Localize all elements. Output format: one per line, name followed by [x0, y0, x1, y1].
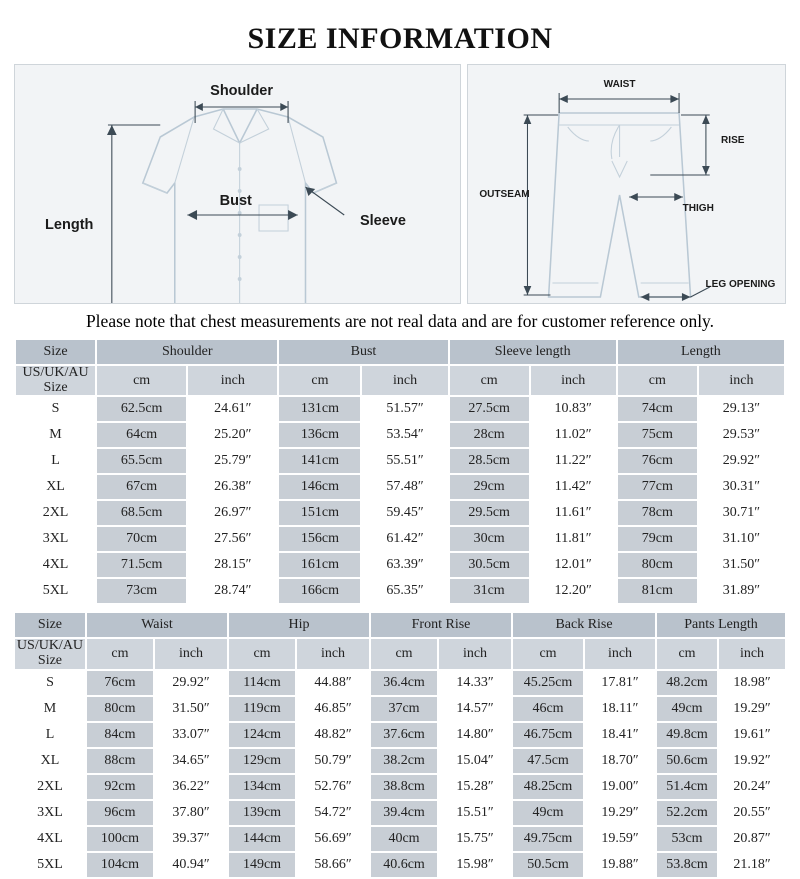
cell-cm: 48.25cm	[512, 774, 584, 800]
header-waist: Waist	[86, 612, 228, 638]
cell-cm: 38.8cm	[370, 774, 438, 800]
row-size: 3XL	[14, 800, 86, 826]
row-size: M	[14, 696, 86, 722]
cell-inch: 57.48″	[361, 474, 448, 500]
cell-inch: 54.72″	[296, 800, 370, 826]
cell-cm: 71.5cm	[96, 552, 187, 578]
cell-inch: 15.98″	[438, 852, 512, 878]
cell-cm: 29.5cm	[449, 500, 530, 526]
cell-inch: 11.42″	[530, 474, 617, 500]
cell-cm: 151cm	[278, 500, 361, 526]
cell-cm: 76cm	[617, 448, 698, 474]
cell-inch: 29.92″	[698, 448, 785, 474]
unit-cell: cm	[86, 638, 154, 669]
unit-size-line1: US/UK/AU	[22, 365, 89, 380]
cell-cm: 62.5cm	[96, 396, 187, 422]
cell-inch: 63.39″	[361, 552, 448, 578]
cell-inch: 19.61″	[718, 722, 786, 748]
header-sleeve-length: Sleeve length	[449, 339, 617, 365]
unit-cell: cm	[656, 638, 718, 669]
unit-cell: cm	[512, 638, 584, 669]
row-size: S	[15, 396, 96, 422]
cell-inch: 50.79″	[296, 748, 370, 774]
cell-inch: 29.13″	[698, 396, 785, 422]
cell-inch: 18.11″	[584, 696, 656, 722]
cell-cm: 141cm	[278, 448, 361, 474]
cell-cm: 68.5cm	[96, 500, 187, 526]
row-size: 2XL	[14, 774, 86, 800]
cell-inch: 58.66″	[296, 852, 370, 878]
cell-inch: 51.57″	[361, 396, 448, 422]
cell-cm: 77cm	[617, 474, 698, 500]
cell-cm: 31cm	[449, 578, 530, 604]
table-row	[14, 852, 786, 878]
row-size: XL	[14, 748, 86, 774]
unit-cell: cm	[617, 365, 698, 396]
cell-inch: 11.81″	[530, 526, 617, 552]
cell-cm: 124cm	[228, 722, 296, 748]
cell-cm: 131cm	[278, 396, 361, 422]
cell-inch: 12.20″	[530, 578, 617, 604]
size-table-bottom	[13, 611, 787, 878]
cell-cm: 80cm	[86, 696, 154, 722]
diagram-strip	[0, 64, 800, 304]
table-row	[15, 500, 785, 526]
header-length: Length	[617, 339, 785, 365]
cell-inch: 46.85″	[296, 696, 370, 722]
cell-inch: 31.89″	[698, 578, 785, 604]
cell-inch: 21.18″	[718, 852, 786, 878]
cell-cm: 73cm	[96, 578, 187, 604]
cell-cm: 48.2cm	[656, 670, 718, 696]
unit-cell: inch	[187, 365, 278, 396]
unit-cell: inch	[530, 365, 617, 396]
cell-cm: 46.75cm	[512, 722, 584, 748]
table-row	[14, 670, 786, 696]
table-row	[14, 748, 786, 774]
row-size: 5XL	[14, 852, 86, 878]
table-row	[15, 552, 785, 578]
unit-cell: cm	[370, 638, 438, 669]
row-size: L	[14, 722, 86, 748]
page-title: SIZE INFORMATION	[247, 22, 553, 55]
cell-cm: 49cm	[656, 696, 718, 722]
diagram-label-length: Length	[45, 216, 94, 234]
cell-cm: 50.6cm	[656, 748, 718, 774]
cell-cm: 80cm	[617, 552, 698, 578]
cell-inch: 31.50″	[698, 552, 785, 578]
cell-inch: 31.10″	[698, 526, 785, 552]
cell-cm: 119cm	[228, 696, 296, 722]
cell-cm: 37.6cm	[370, 722, 438, 748]
cell-inch: 20.87″	[718, 826, 786, 852]
cell-cm: 65.5cm	[96, 448, 187, 474]
cell-cm: 156cm	[278, 526, 361, 552]
table-row	[14, 826, 786, 852]
cell-inch: 14.57″	[438, 696, 512, 722]
diagram-label-rise: RISE	[721, 134, 745, 147]
measurement-note: Please note that chest measurements are not real data and are for customer reference only.	[85, 311, 715, 331]
cell-cm: 70cm	[96, 526, 187, 552]
header-pants-length: Pants Length	[656, 612, 786, 638]
table-row	[15, 422, 785, 448]
cell-inch: 28.15″	[187, 552, 278, 578]
cell-cm: 38.2cm	[370, 748, 438, 774]
cell-inch: 30.31″	[698, 474, 785, 500]
cell-inch: 30.71″	[698, 500, 785, 526]
cell-inch: 28.74″	[187, 578, 278, 604]
row-size: M	[15, 422, 96, 448]
cell-inch: 10.83″	[530, 396, 617, 422]
cell-inch: 56.69″	[296, 826, 370, 852]
row-size: 3XL	[15, 526, 96, 552]
cell-inch: 19.88″	[584, 852, 656, 878]
cell-cm: 104cm	[86, 852, 154, 878]
cell-inch: 15.28″	[438, 774, 512, 800]
cell-inch: 55.51″	[361, 448, 448, 474]
diagram-label-thigh: THIGH	[683, 202, 715, 215]
cell-inch: 20.24″	[718, 774, 786, 800]
cell-inch: 39.37″	[154, 826, 228, 852]
cell-cm: 134cm	[228, 774, 296, 800]
table-row	[14, 722, 786, 748]
cell-inch: 34.65″	[154, 748, 228, 774]
cell-cm: 37cm	[370, 696, 438, 722]
cell-inch: 33.07″	[154, 722, 228, 748]
cell-inch: 25.20″	[187, 422, 278, 448]
diagram-label-leg-opening: LEG OPENING	[705, 278, 776, 291]
cell-cm: 49cm	[512, 800, 584, 826]
cell-cm: 39.4cm	[370, 800, 438, 826]
unit-size-label	[14, 638, 86, 669]
cell-inch: 53.54″	[361, 422, 448, 448]
table-top-unit-row	[15, 365, 785, 396]
table-row	[14, 800, 786, 826]
cell-inch: 18.98″	[718, 670, 786, 696]
cell-cm: 28.5cm	[449, 448, 530, 474]
header-front-rise: Front Rise	[370, 612, 512, 638]
cell-inch: 61.42″	[361, 526, 448, 552]
unit-size-line2: Size	[43, 379, 68, 395]
cell-cm: 84cm	[86, 722, 154, 748]
unit-cell: cm	[228, 638, 296, 669]
cell-inch: 15.51″	[438, 800, 512, 826]
cell-cm: 96cm	[86, 800, 154, 826]
cell-cm: 78cm	[617, 500, 698, 526]
unit-cell: inch	[154, 638, 228, 669]
shirt-diagram	[14, 64, 461, 304]
cell-inch: 65.35″	[361, 578, 448, 604]
cell-inch: 25.79″	[187, 448, 278, 474]
cell-inch: 29.53″	[698, 422, 785, 448]
table-row	[15, 448, 785, 474]
cell-cm: 129cm	[228, 748, 296, 774]
cell-cm: 53.8cm	[656, 852, 718, 878]
unit-cell: inch	[296, 638, 370, 669]
cell-inch: 11.22″	[530, 448, 617, 474]
table-top-group-header-row	[15, 339, 785, 365]
diagram-label-shoulder: Shoulder	[210, 82, 274, 100]
cell-inch: 14.80″	[438, 722, 512, 748]
header-shoulder: Shoulder	[96, 339, 278, 365]
header-hip: Hip	[228, 612, 370, 638]
table-row	[15, 578, 785, 604]
row-size: S	[14, 670, 86, 696]
cell-cm: 166cm	[278, 578, 361, 604]
table-row	[14, 696, 786, 722]
cell-inch: 19.29″	[584, 800, 656, 826]
cell-cm: 45.25cm	[512, 670, 584, 696]
diagram-label-sleeve: Sleeve	[359, 212, 406, 230]
cell-cm: 100cm	[86, 826, 154, 852]
cell-inch: 31.50″	[154, 696, 228, 722]
table-bottom-group-header-row	[14, 612, 786, 638]
cell-cm: 46cm	[512, 696, 584, 722]
cell-inch: 48.82″	[296, 722, 370, 748]
cell-inch: 15.04″	[438, 748, 512, 774]
cell-cm: 81cm	[617, 578, 698, 604]
diagram-label-waist: WAIST	[604, 78, 636, 91]
size-table-top	[14, 338, 786, 605]
header-size: Size	[14, 612, 86, 638]
cell-inch: 59.45″	[361, 500, 448, 526]
cell-inch: 26.97″	[187, 500, 278, 526]
unit-size-line1: US/UK/AU	[16, 638, 84, 654]
cell-cm: 51.4cm	[656, 774, 718, 800]
row-size: 5XL	[15, 578, 96, 604]
cell-cm: 67cm	[96, 474, 187, 500]
cell-inch: 18.41″	[584, 722, 656, 748]
cell-cm: 30cm	[449, 526, 530, 552]
cell-cm: 47.5cm	[512, 748, 584, 774]
cell-cm: 53cm	[656, 826, 718, 852]
cell-inch: 20.55″	[718, 800, 786, 826]
cell-cm: 161cm	[278, 552, 361, 578]
cell-inch: 11.02″	[530, 422, 617, 448]
cell-inch: 27.56″	[187, 526, 278, 552]
cell-inch: 37.80″	[154, 800, 228, 826]
cell-inch: 11.61″	[530, 500, 617, 526]
cell-inch: 19.59″	[584, 826, 656, 852]
row-size: 4XL	[14, 826, 86, 852]
cell-inch: 24.61″	[187, 396, 278, 422]
cell-cm: 88cm	[86, 748, 154, 774]
cell-cm: 92cm	[86, 774, 154, 800]
row-size: 2XL	[15, 500, 96, 526]
cell-cm: 40cm	[370, 826, 438, 852]
cell-inch: 17.81″	[584, 670, 656, 696]
header-size: Size	[15, 339, 96, 365]
header-bust: Bust	[278, 339, 448, 365]
unit-cell: inch	[698, 365, 785, 396]
row-size: XL	[15, 474, 96, 500]
table-row	[15, 396, 785, 422]
cell-cm: 50.5cm	[512, 852, 584, 878]
cell-inch: 18.70″	[584, 748, 656, 774]
cell-cm: 114cm	[228, 670, 296, 696]
table-row	[14, 774, 786, 800]
unit-size-label	[15, 365, 96, 396]
cell-cm: 40.6cm	[370, 852, 438, 878]
cell-cm: 52.2cm	[656, 800, 718, 826]
unit-cell: cm	[278, 365, 361, 396]
cell-cm: 75cm	[617, 422, 698, 448]
cell-cm: 149cm	[228, 852, 296, 878]
unit-size-line2: Size	[37, 653, 63, 669]
cell-cm: 144cm	[228, 826, 296, 852]
cell-cm: 27.5cm	[449, 396, 530, 422]
cell-inch: 12.01″	[530, 552, 617, 578]
cell-inch: 15.75″	[438, 826, 512, 852]
table-row	[15, 474, 785, 500]
cell-cm: 29cm	[449, 474, 530, 500]
cell-cm: 28cm	[449, 422, 530, 448]
cell-inch: 52.76″	[296, 774, 370, 800]
cell-cm: 64cm	[96, 422, 187, 448]
cell-inch: 14.33″	[438, 670, 512, 696]
unit-cell: cm	[449, 365, 530, 396]
unit-cell: inch	[361, 365, 448, 396]
header-back-rise: Back Rise	[512, 612, 656, 638]
cell-cm: 146cm	[278, 474, 361, 500]
cell-inch: 19.29″	[718, 696, 786, 722]
unit-cell: inch	[584, 638, 656, 669]
cell-cm: 76cm	[86, 670, 154, 696]
diagram-label-bust: Bust	[219, 192, 252, 210]
unit-cell: inch	[438, 638, 512, 669]
cell-inch: 19.92″	[718, 748, 786, 774]
table-bottom-unit-row	[14, 638, 786, 669]
cell-cm: 49.8cm	[656, 722, 718, 748]
cell-cm: 136cm	[278, 422, 361, 448]
cell-cm: 30.5cm	[449, 552, 530, 578]
cell-inch: 19.00″	[584, 774, 656, 800]
cell-inch: 26.38″	[187, 474, 278, 500]
unit-cell: inch	[718, 638, 786, 669]
cell-inch: 29.92″	[154, 670, 228, 696]
cell-inch: 44.88″	[296, 670, 370, 696]
pants-diagram	[467, 64, 786, 304]
cell-cm: 79cm	[617, 526, 698, 552]
cell-cm: 139cm	[228, 800, 296, 826]
cell-cm: 36.4cm	[370, 670, 438, 696]
cell-inch: 36.22″	[154, 774, 228, 800]
cell-cm: 74cm	[617, 396, 698, 422]
table-row	[15, 526, 785, 552]
cell-cm: 49.75cm	[512, 826, 584, 852]
cell-inch: 40.94″	[154, 852, 228, 878]
unit-cell: cm	[96, 365, 187, 396]
row-size: L	[15, 448, 96, 474]
row-size: 4XL	[15, 552, 96, 578]
diagram-label-outseam: OUTSEAM	[479, 188, 531, 201]
